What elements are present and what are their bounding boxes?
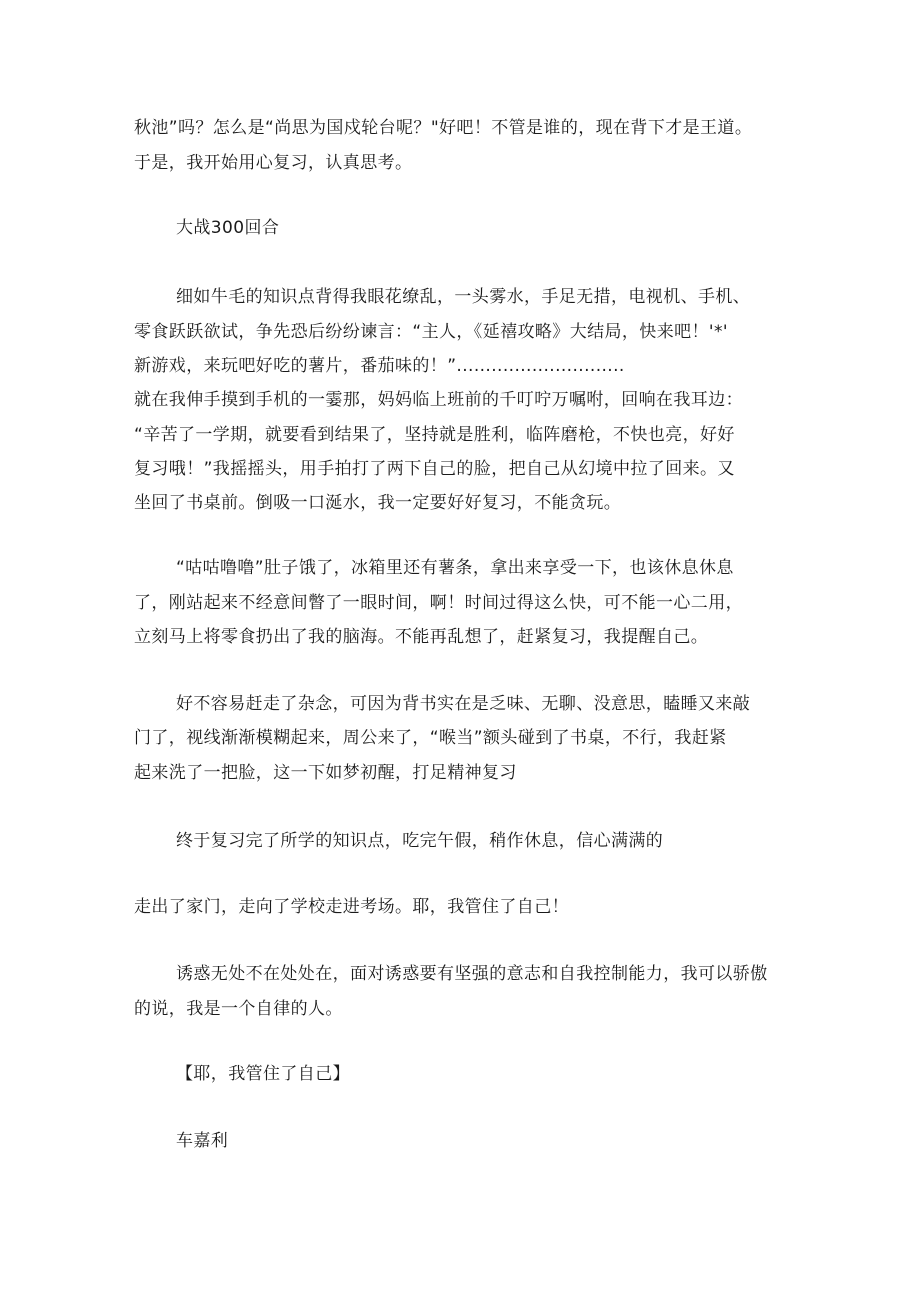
article-title: 【耶，我管住了自己】: [176, 1064, 350, 1084]
paragraph-line: 走出了家门，走向了学校走进考场。耶，我管住了自己！: [134, 897, 569, 917]
paragraph-line: 起来洗了一把脸，这一下如梦初醒，打足精神复习: [134, 763, 517, 783]
paragraph-line: 复习哦！”我摇摇头，用手拍打了两下自己的脸，把自己从幻境中拉了回来。又: [134, 459, 735, 479]
paragraph-line: 坐回了书桌前。倒吸一口涎水，我一定要好好复习，不能贪玩。: [134, 493, 622, 513]
paragraph-line: 立刻马上将零食扔出了我的脑海。不能再乱想了，赶紧复习，我提醒自己。: [134, 627, 709, 647]
paragraph-line: 诱惑无处不在处处在，面对诱惑要有坚强的意志和自我控制能力，我可以骄傲: [176, 964, 768, 984]
paragraph-line: 终于复习完了所学的知识点，吃完午假，稍作休息，信心满满的: [176, 831, 664, 851]
author-name: 车嘉利: [176, 1131, 229, 1151]
paragraph-line: “辛苦了一学期，就要看到结果了，坚持就是胜利，临阵磨枪，不快也亮，好好: [134, 425, 735, 445]
paragraph-line: 零食跃跃欲试，争先恐后纷纷谏言：“主人，《延禧攻略》大结局，快来吧！'*': [134, 322, 728, 342]
paragraph-line: 新游戏，来玩吧好吃的薯片，番茄味的！”.............................: [134, 356, 625, 376]
paragraph-line: 于是，我开始用心复习，认真思考。: [134, 153, 413, 173]
section-heading: 大战300回合: [176, 218, 280, 238]
paragraph-line: 了，刚站起来不经意间瞥了一眼时间，啊！时间过得这么快，可不能一心二用，: [134, 593, 743, 613]
paragraph-line: 细如牛毛的知识点背得我眼花缭乱，一头雾水，手足无措，电视机、手机、: [176, 287, 751, 307]
paragraph-line: 好不容易赶走了杂念，可因为背书实在是乏味、无聊、没意思，瞌睡又来敲: [176, 694, 751, 714]
paragraph-line: 的说，我是一个自律的人。: [134, 999, 343, 1019]
paragraph-line: “咕咕噜噜”肚子饿了，冰箱里还有薯条，拿出来享受一下，也该休息休息: [176, 558, 734, 578]
paragraph-line: 就在我伸手摸到手机的一霎那，妈妈临上班前的千叮咛万嘱咐，回响在我耳边：: [134, 390, 743, 410]
paragraph-line: 秋池”吗？怎么是“尚思为国戍轮台呢？"好吧！不管是谁的，现在背下才是王道。: [134, 118, 753, 138]
paragraph-line: 门了，视线渐渐模糊起来，周公来了，“喉当”额头碰到了书桌，不行，我赶紧: [134, 728, 727, 748]
